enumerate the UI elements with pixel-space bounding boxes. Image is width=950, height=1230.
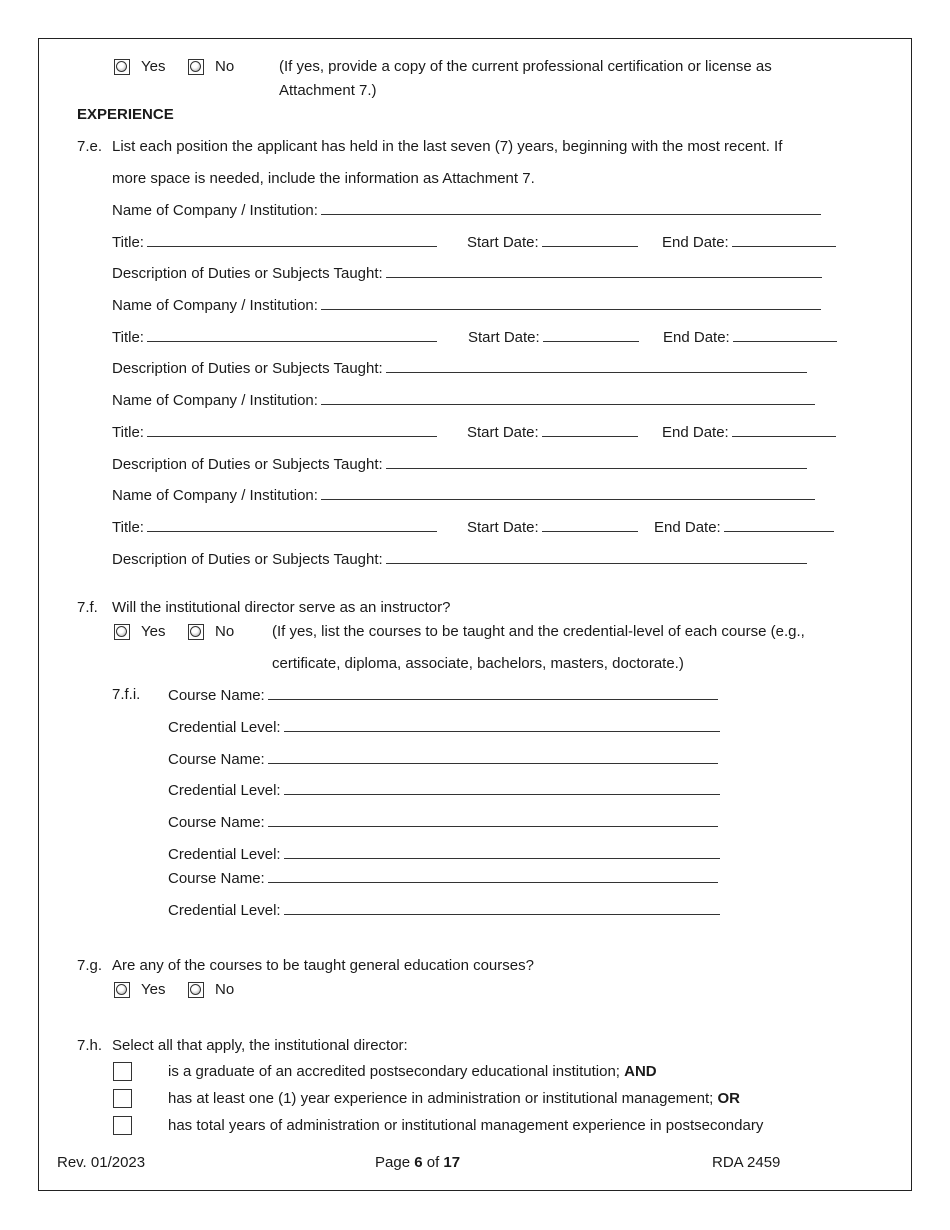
no-label: No	[215, 623, 235, 640]
experience-option-text: has at least one (1) year experience in administration or institutional management;	[168, 1090, 714, 1107]
course-input-2[interactable]	[268, 749, 718, 764]
duties-field-2	[112, 358, 807, 379]
end-date-field-1	[662, 232, 836, 253]
yes-label: Yes	[141, 58, 166, 75]
start-date-field-4	[467, 517, 638, 538]
company-field-2	[112, 295, 821, 316]
graduate-option-text: is a graduate of an accredited postsecondary educational institution;	[168, 1063, 620, 1080]
company-input-1[interactable]	[321, 200, 821, 215]
title-label: Title:	[112, 329, 144, 346]
title-label: Title:	[112, 424, 144, 441]
certification-note-cont: Attachment 7.)	[279, 82, 377, 99]
start-date-input-1[interactable]	[542, 232, 638, 247]
current-page: 6	[414, 1154, 423, 1171]
revision-date: Rev. 01/2023	[57, 1154, 146, 1171]
start-date-field-1	[467, 232, 638, 253]
credential-field-2	[168, 780, 720, 801]
page-number	[375, 1153, 460, 1173]
no-label: No	[215, 981, 235, 998]
start-date-label: Start Date:	[467, 519, 539, 536]
no-radio-instructor[interactable]	[188, 624, 204, 640]
start-date-field-2	[468, 327, 639, 348]
course-input-1[interactable]	[268, 685, 718, 700]
course-field-3	[168, 812, 718, 833]
company-field-3	[112, 390, 815, 411]
credential-label: Credential Level:	[168, 782, 281, 799]
end-date-field-3	[662, 422, 836, 443]
end-date-input-3[interactable]	[732, 422, 836, 437]
no-radio-certification[interactable]	[188, 59, 204, 75]
company-label: Name of Company / Institution:	[112, 487, 318, 504]
question-text-7e-cont: more space is needed, include the information as Attachment 7.	[112, 170, 535, 187]
end-date-label: End Date:	[662, 424, 729, 441]
total-years-checkbox[interactable]	[113, 1116, 132, 1135]
no-radio-gen-ed[interactable]	[188, 982, 204, 998]
end-date-input-2[interactable]	[733, 327, 837, 342]
duties-input-1[interactable]	[386, 263, 822, 278]
company-label: Name of Company / Institution:	[112, 202, 318, 219]
question-number-7h: 7.h.	[77, 1037, 103, 1054]
company-label: Name of Company / Institution:	[112, 297, 318, 314]
form-id: RDA 2459	[712, 1154, 781, 1171]
instructor-note: (If yes, list the courses to be taught and the credential-level of each course (e.g.,	[272, 623, 805, 640]
duties-label: Description of Duties or Subjects Taught:	[112, 551, 383, 568]
start-date-field-3	[467, 422, 638, 443]
instructor-note-cont: certificate, diploma, associate, bachelors, masters, doctorate.)	[272, 655, 684, 672]
certification-note: (If yes, provide a copy of the current professional certification or license as	[279, 58, 772, 75]
and-conjunction: AND	[624, 1063, 657, 1080]
company-input-3[interactable]	[321, 390, 815, 405]
course-field-1	[168, 685, 718, 706]
yes-radio-certification[interactable]	[114, 59, 130, 75]
credential-input-1[interactable]	[284, 717, 720, 732]
end-date-field-4	[654, 517, 834, 538]
company-field-4	[112, 485, 815, 506]
course-label: Course Name:	[168, 870, 265, 887]
duties-field-3	[112, 454, 807, 475]
credential-label: Credential Level:	[168, 902, 281, 919]
question-text-7g: Are any of the courses to be taught general education courses?	[112, 957, 534, 974]
company-input-2[interactable]	[321, 295, 821, 310]
course-label: Course Name:	[168, 751, 265, 768]
duties-input-4[interactable]	[386, 549, 807, 564]
experience-option	[168, 1089, 740, 1109]
page-word: Page	[375, 1154, 411, 1171]
end-date-input-1[interactable]	[732, 232, 836, 247]
question-number-7e: 7.e.	[77, 138, 103, 155]
question-text-7h: Select all that apply, the institutional director:	[112, 1037, 408, 1054]
graduate-checkbox[interactable]	[113, 1062, 132, 1081]
duties-input-2[interactable]	[386, 358, 807, 373]
course-input-3[interactable]	[268, 812, 718, 827]
question-text-7f: Will the institutional director serve as an instructor?	[112, 599, 451, 616]
question-text-7e: List each position the applicant has held in the last seven (7) years, beginning with the most recent. If	[112, 138, 783, 155]
of-word: of	[426, 1154, 440, 1171]
question-number-7fi: 7.f.i.	[112, 686, 141, 703]
company-field-1	[112, 200, 821, 221]
credential-input-2[interactable]	[284, 780, 720, 795]
title-input-1[interactable]	[147, 232, 437, 247]
credential-field-1	[168, 717, 720, 738]
total-pages: 17	[443, 1154, 461, 1171]
credential-label: Credential Level:	[168, 719, 281, 736]
total-years-option: has total years of administration or institutional management experience in postsecondary	[168, 1117, 764, 1134]
duties-label: Description of Duties or Subjects Taught:	[112, 456, 383, 473]
credential-input-4[interactable]	[284, 900, 720, 915]
title-input-4[interactable]	[147, 517, 437, 532]
start-date-label: Start Date:	[468, 329, 540, 346]
start-date-input-2[interactable]	[543, 327, 639, 342]
no-label: No	[215, 58, 235, 75]
yes-radio-gen-ed[interactable]	[114, 982, 130, 998]
or-conjunction: OR	[717, 1090, 740, 1107]
title-field-4	[112, 517, 437, 538]
yes-label: Yes	[141, 623, 166, 640]
duties-label: Description of Duties or Subjects Taught:	[112, 265, 383, 282]
course-input-4[interactable]	[268, 868, 718, 883]
start-date-label: Start Date:	[467, 234, 539, 251]
title-input-3[interactable]	[147, 422, 437, 437]
company-label: Name of Company / Institution:	[112, 392, 318, 409]
duties-field-4	[112, 549, 807, 570]
start-date-label: Start Date:	[467, 424, 539, 441]
title-label: Title:	[112, 234, 144, 251]
credential-field-3	[168, 844, 720, 865]
end-date-label: End Date:	[662, 234, 729, 251]
question-number-7g: 7.g.	[77, 957, 103, 974]
graduate-option	[168, 1062, 657, 1082]
yes-label: Yes	[141, 981, 166, 998]
credential-field-4	[168, 900, 720, 921]
end-date-label: End Date:	[654, 519, 721, 536]
course-label: Course Name:	[168, 814, 265, 831]
end-date-field-2	[663, 327, 837, 348]
credential-label: Credential Level:	[168, 846, 281, 863]
section-heading-experience: EXPERIENCE	[77, 106, 174, 123]
question-number-7f: 7.f.	[77, 599, 98, 616]
title-field-3	[112, 422, 437, 443]
end-date-input-4[interactable]	[724, 517, 834, 532]
course-field-2	[168, 749, 718, 770]
credential-input-3[interactable]	[284, 844, 720, 859]
course-field-4	[168, 868, 718, 889]
duties-input-3[interactable]	[386, 454, 807, 469]
title-input-2[interactable]	[147, 327, 437, 342]
title-field-2	[112, 327, 437, 348]
end-date-label: End Date:	[663, 329, 730, 346]
start-date-input-4[interactable]	[542, 517, 638, 532]
title-field-1	[112, 232, 437, 253]
start-date-input-3[interactable]	[542, 422, 638, 437]
course-label: Course Name:	[168, 687, 265, 704]
company-input-4[interactable]	[321, 485, 815, 500]
experience-checkbox[interactable]	[113, 1089, 132, 1108]
title-label: Title:	[112, 519, 144, 536]
duties-label: Description of Duties or Subjects Taught:	[112, 360, 383, 377]
yes-radio-instructor[interactable]	[114, 624, 130, 640]
duties-field-1	[112, 263, 822, 284]
